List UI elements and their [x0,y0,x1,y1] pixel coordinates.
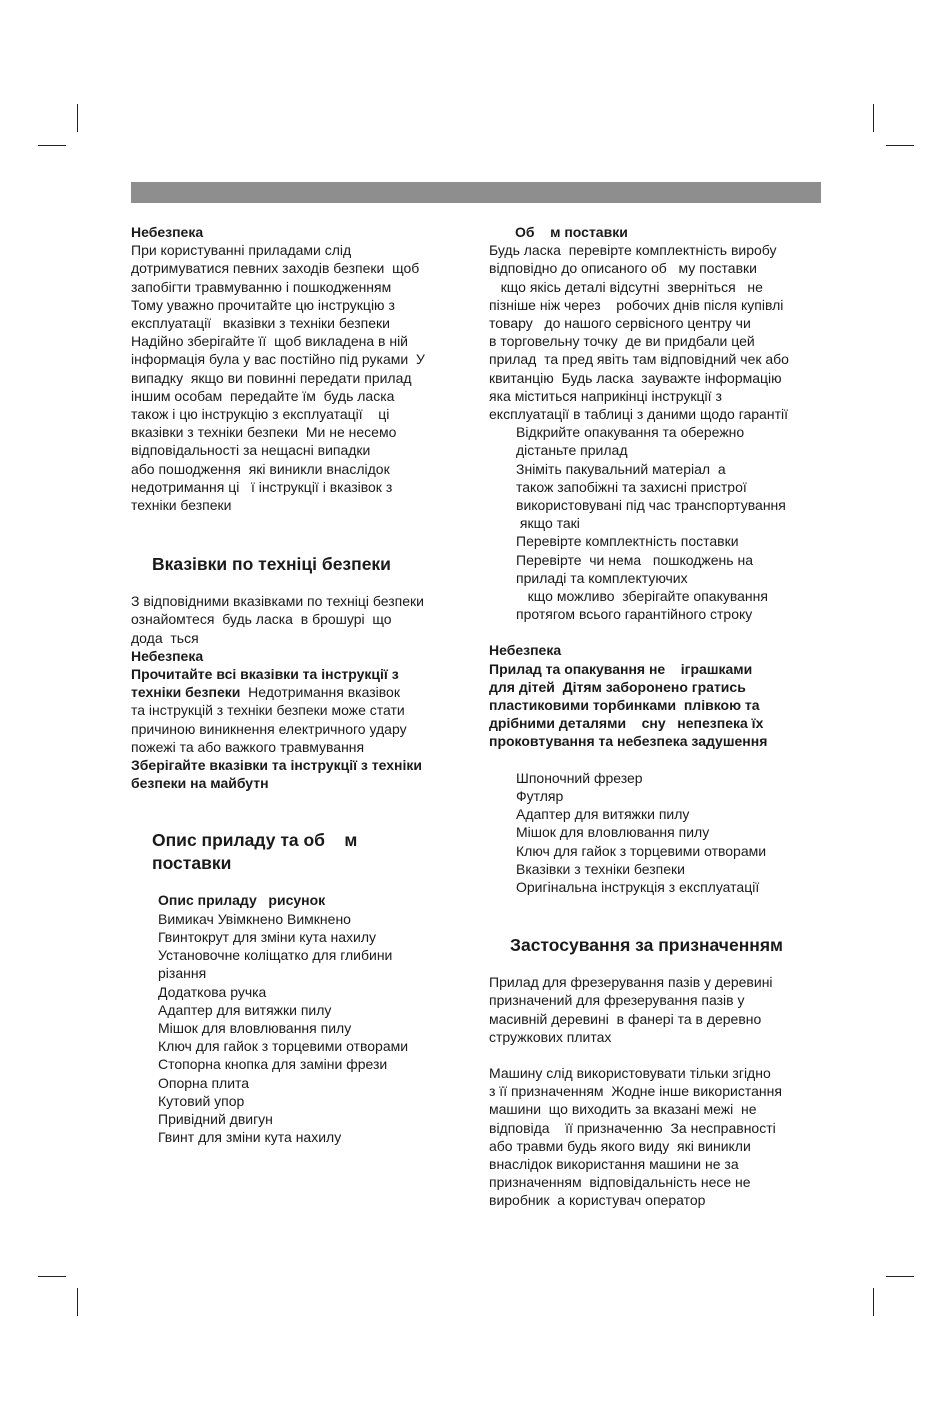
description-list [131,891,461,1146]
list-item: Оригінальна інструкція з експлуатації [516,878,760,895]
left-column [131,223,461,1146]
crop-mark [38,1276,66,1277]
crop-mark [38,145,66,146]
list-item: Вказівки з техніки безпеки [516,860,685,877]
list-item: приладі та комплектуючих [516,569,688,586]
package-list [489,769,824,896]
list-item: Адаптер для витяжки пилу [158,1001,332,1018]
list-item: Установочне коліщатко для глибини [158,947,393,964]
list-item: використовувані під час транспортування [516,497,786,514]
list-item: Адаптер для витяжки пилу [516,806,690,823]
right-column [489,223,824,1210]
usage-section-title: Застосування за призначенням [510,935,784,956]
list-item: Відкрийте опакування та обережно [516,424,745,441]
list-item: Шпоночний фрезер [516,769,643,786]
danger-heading: Небезпека [489,642,562,659]
delivery-paragraph: Будь ласка перевірте комплектність виробу відповідно до описаного об му поставки кщо якісь деталі відсутні зверніться не пізніше ніж через робочих днів після купівлі товару до нашого сервісного центру чи в торговельну точку де ви придбали цей прилад та пред явіть там відповідний чек або квитанцію Будь ласка зауважте інформацію яка міститься наприкінці інструкції з експлуатації в таблиці з даними щодо гарантії [489,242,789,423]
list-item: Перевірте чи нема пошкоджень на [516,551,753,568]
description-subheading: Опис приладу рисунок [158,892,326,909]
safety-warning-heading: Небезпека [131,647,204,664]
list-item: також запобіжні та захисні пристрої [516,478,747,495]
list-item: Ключ для гайок з торцевими отворами [158,1038,409,1055]
safety-paragraph: З відповідними вказівками по техніці безпеки ознайомтеся будь ласка в брошурі що дода ться Небезпека Прочитайте всі вказівки та інструкції з техніки безпеки Недотримання вказівок та інструкцій з техніки безпеки може стати причиною виникнення електричного удару пожежі та або важкого травмування Зберігайте вказівки та інструкції з техніки безпеки на майбутн [131,592,461,792]
list-item: дістаньте прилад [516,442,628,459]
header-bar [131,182,821,203]
list-item: якщо такі [516,515,580,532]
danger-block: Небезпека Прилад та опакування не іграшками для дітей Дітям заборонено гратись пластиковими торбинками плівкою та дрібними деталями сну непезпека їх проковтування та небезпека задушення [489,641,824,750]
list-item: протягом всього гарантійного строку [516,606,753,623]
safety-section-title: Вказівки по техніці безпеки [152,554,391,575]
crop-mark [77,104,78,132]
crop-mark [886,1276,914,1277]
list-item: Стопорна кнопка для заміни фрези [158,1056,388,1073]
list-item: Додаткова ручка [158,983,267,1000]
usage-paragraph-2: Машину слід використовувати тільки згідно з її призначенням Жодне інше використання машини що виходить за вказані межі не відповіда її призначенню За несправності або травми будь якого виду які виникли внаслідок використання машини не за призначенням відповідальність несе не виробник а користувач оператор [489,1064,782,1209]
list-item: Гвинтокрут для зміни кута нахилу [158,928,377,945]
usage-paragraph-1: Прилад для фрезерування пазів у деревині призначений для фрезерування пазів у масивній деревині в фанері та в деревно стружкових плитах [489,974,773,1045]
crop-mark [873,104,874,132]
intro-paragraph: При користуванні приладами слід дотримуватися певних заходів безпеки щоб запобігти травмуванню і пошкодженням Тому уважно прочитайте цю інструкцію з експлуатації вказівки з техніки безпеки Надійно зберігайте її щоб викладена в ній інформація була у вас постійно під руками У випадку якщо ви повинні передати прилад іншим особам передайте їм будь ласка також і цю інструкцію з експлуатації ці вказівки з техніки безпеки Ми не несемо відповідальності за нещасні випадки або пошодження які виникли внаслідок недотримання ці ї інструкції і вказівок з техніки безпеки [131,242,425,514]
list-item: Ключ для гайок з торцевими отворами [516,842,767,859]
list-item: Зніміть пакувальний матеріал а [516,460,726,477]
list-item: Перевірте комплектність поставки [516,533,739,550]
list-item: Футляр [516,787,564,804]
list-item: Опорна плита [158,1074,250,1091]
description-section-title: Опис приладу та об м поставки [152,830,358,874]
delivery-heading: Об м поставки [515,224,628,240]
crop-mark [873,1288,874,1316]
crop-mark [886,145,914,146]
list-item: Привідний двигун [158,1110,273,1127]
list-item: Гвинт для зміни кута нахилу [158,1129,342,1146]
list-item: Кутовий упор [158,1092,245,1109]
intro-heading: Небезпека [131,224,204,240]
list-item: Мішок для вловлювання пилу [516,824,710,841]
list-item: різання [158,965,207,982]
delivery-steps [489,423,824,623]
crop-mark [77,1288,78,1316]
list-item: Вимикач Увімкнено Вимкнено [158,910,351,927]
list-item: кщо можливо зберігайте опакування [516,588,768,605]
list-item: Мішок для вловлювання пилу [158,1019,352,1036]
